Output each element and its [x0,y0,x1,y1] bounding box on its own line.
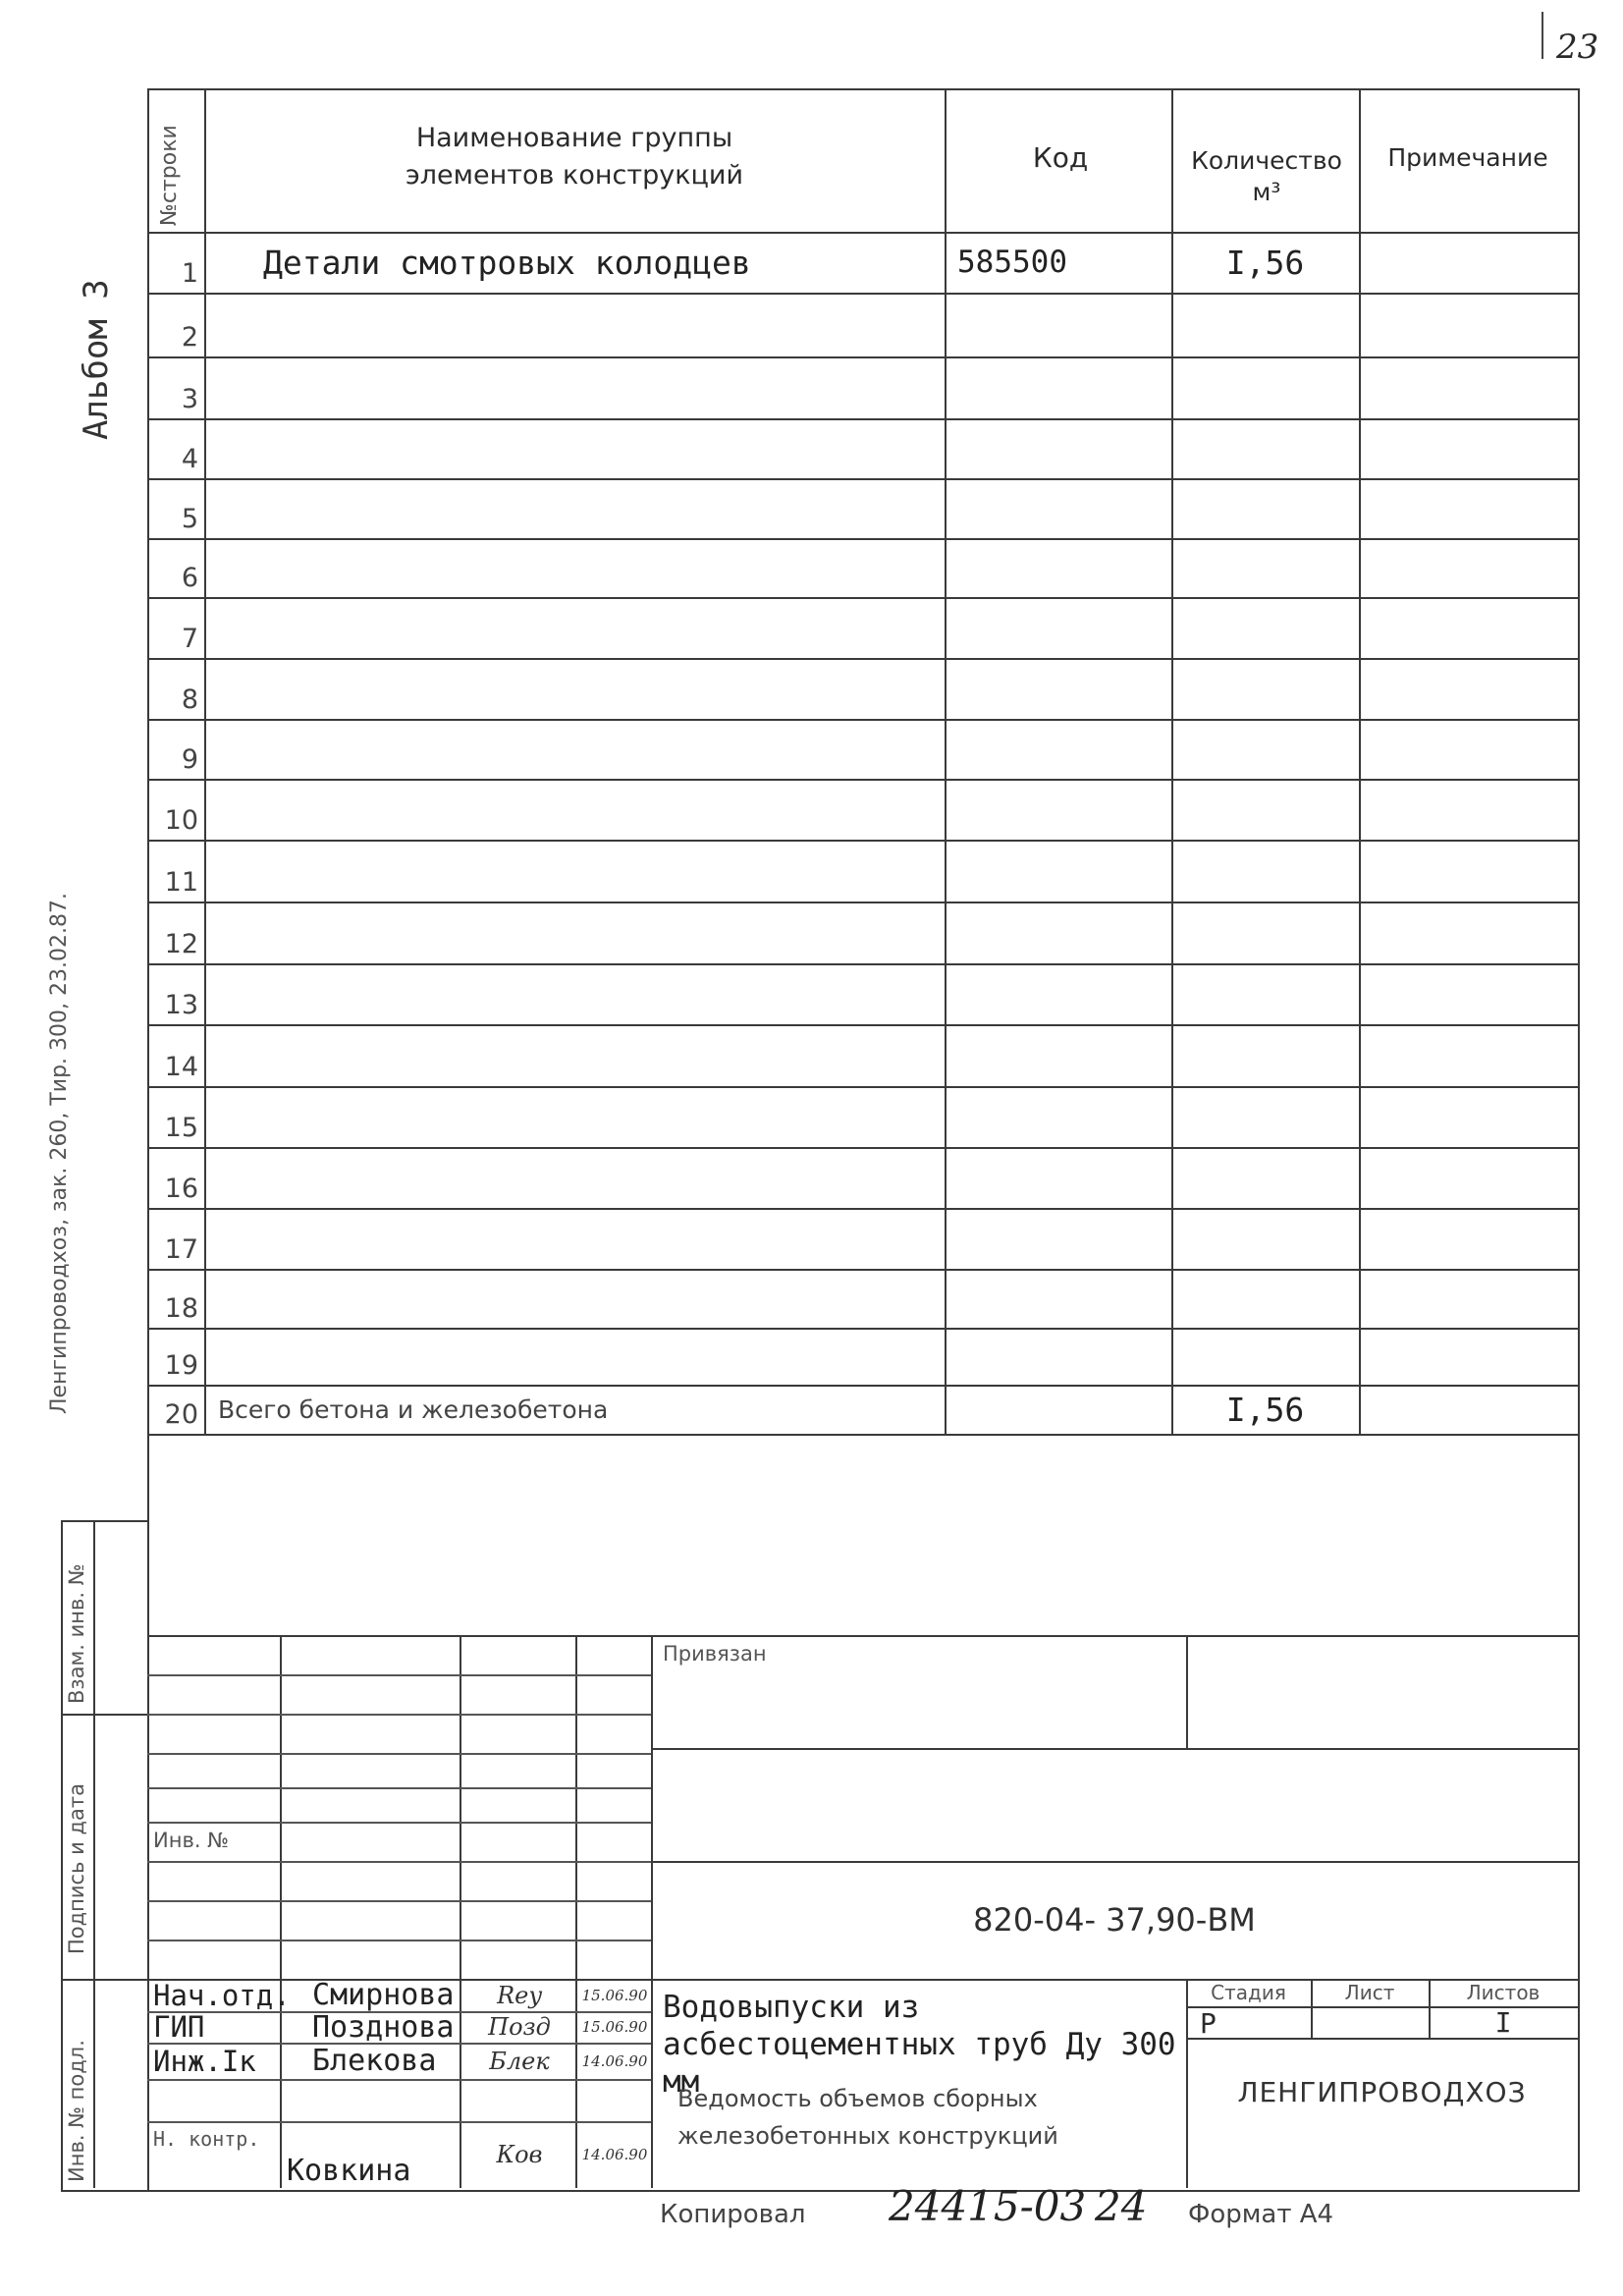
person-role: Н. контр. [153,2127,260,2151]
col-line-rowno [204,88,206,1434]
header-name: Наименование группы элементов конструкций [405,123,743,191]
row-quantity [1171,538,1359,597]
stamp-row-line-5 [147,1822,651,1824]
stamp-row-line-4 [147,1787,651,1789]
row-quantity: I,56 [1225,243,1305,282]
row-number: 3 [181,384,198,414]
row-number: 13 [164,990,198,1020]
row-number: 20 [164,1399,198,1430]
header-row-no: №строки [157,125,182,226]
row-number: 8 [181,684,198,715]
header-note: Примечание [1387,142,1548,172]
row-quantity: I,56 [1225,1390,1305,1429]
side-print-stamp: Ленгипроводхоз, зак. 260, Тир. 300, 23.02.87. [47,893,72,1414]
title-sub: Ведомость объемов сборных железобетонных конструкций [677,2085,1058,2150]
stage-label: Стадия [1211,1981,1286,2004]
row-line [147,1086,1578,1088]
row-quantity [1171,719,1359,779]
row-quantity [1171,1086,1359,1147]
row-number: 10 [164,805,198,836]
row-quantity [1171,478,1359,538]
sheets-value: I [1494,2006,1512,2039]
row-line [147,902,1578,903]
doc-code: 820-04- 37,90-ВМ [973,1901,1256,1939]
person-date [578,2079,651,2121]
inv-no-label: Инв. № [153,1829,230,1852]
row-number: 4 [181,444,198,474]
person-name: Позднова [312,2009,455,2045]
total-row-name: Всего бетона и железобетона [218,1394,609,1424]
row-quantity [1171,293,1359,356]
col-line-name [945,88,947,1434]
row-number: 19 [164,1350,198,1381]
album-label: Альбом 3 [77,279,116,440]
row-line [147,293,1578,295]
person-date: 14.06.90 [581,2146,648,2163]
person-name: Ковкина [287,2154,411,2188]
col-line-qty [1359,88,1361,1434]
person-signature [466,2079,572,2121]
row-line [147,356,1578,358]
footer-format: Формат А4 [1188,2200,1334,2229]
footer-order: 24415-03 [889,2182,1087,2230]
header-quantity: Количество м³ [1191,146,1342,206]
row-quantity [1171,1208,1359,1269]
row-number: 1 [181,258,198,289]
row-number: 6 [181,563,198,593]
row-quantity [1171,356,1359,418]
title-main: Водовыпуски из асбестоцементных труб Ду 300 мм [663,1990,1176,2100]
person-name: Блекова [312,2044,437,2078]
row-number: 5 [181,504,198,534]
row-number: 16 [164,1174,198,1204]
stamp-row-line-7 [147,1900,651,1902]
row-code: 585500 [957,245,1067,280]
row-quantity [1171,1328,1359,1385]
row-line [147,840,1578,842]
row-line [147,1147,1578,1149]
row-number: 18 [164,1293,198,1324]
person-signature: Блек [489,2047,550,2075]
header-code: Код [1032,140,1089,174]
row-line [147,418,1578,420]
row-line [147,658,1578,660]
row-line [147,478,1578,480]
stage-value-line [1186,2038,1578,2040]
label-inv-podl: Инв. № подл. [65,2040,88,2182]
stamp-col-2 [460,1635,461,2188]
row-number: 12 [164,929,198,959]
stamp-col-3 [575,1635,577,2188]
row-number: 17 [164,1234,198,1265]
label-podp-data: Подпись и дата [65,1783,88,1954]
row-quantity [1171,1147,1359,1208]
row-quantity [1171,418,1359,478]
sheet-label: Лист [1344,1981,1395,2004]
people-line-3 [147,2079,651,2081]
left-margin-line-2 [61,1979,147,1981]
row-number: 11 [164,867,198,898]
stamp-row-line-2 [147,1714,651,1716]
stamp-top-line [147,1635,1578,1637]
row-number: 2 [181,322,198,353]
row-line [147,597,1578,599]
row-number: 15 [164,1113,198,1143]
person-signature: Ков [496,2141,543,2168]
row-quantity [1171,1024,1359,1086]
row-quantity [1171,840,1359,902]
stamp-privyazan-bottom [651,1748,1578,1750]
person-role: Нач.отд. [153,1978,291,2012]
person-signature: Позд [488,2013,551,2041]
person-date: 14.06.90 [581,2051,648,2070]
person-signature: Rey [497,1981,542,2009]
left-margin-divider [93,1520,95,2188]
organization: ЛЕНГИПРОВОДХОЗ [1237,2075,1527,2108]
row-line [147,779,1578,781]
row-quantity [1171,902,1359,963]
stamp-row-line-8 [147,1940,651,1941]
sheet-value [1311,2007,1429,2038]
row-line [147,719,1578,721]
row-quantity [1171,1269,1359,1328]
row-quantity [1171,779,1359,840]
person-date: 15.06.90 [581,1986,648,2004]
row-quantity [1171,658,1359,719]
row-line [147,1208,1578,1210]
sheets-label: Листов [1466,1981,1541,2004]
row-name: Детали смотровых колодцев [263,243,751,282]
row-line [147,963,1578,965]
row-line [147,1024,1578,1026]
row-line [147,538,1578,540]
stamp-row-line-1 [147,1674,651,1676]
sheet-number-frame [1542,12,1543,59]
row-quantity [1171,597,1359,658]
stamp-col-1 [280,1635,282,2188]
privyazan-label: Привязан [663,1642,767,1666]
person-name: Смирнова [312,1978,455,2012]
footer-copied: Копировал [660,2200,806,2229]
stage-value: Р [1200,2007,1217,2040]
label-vzam-inv: Взам. инв. № [65,1563,88,1704]
stamp-row-line-6 [147,1861,651,1863]
left-margin-line-1 [61,1714,147,1716]
person-date: 15.06.90 [581,2018,648,2036]
sheet-number: 23 [1556,27,1599,67]
stamp-privyazan-divider [1186,1635,1188,1748]
footer-page: 24 [1095,2182,1148,2230]
person-role: ГИП [153,2010,205,2044]
row-quantity [1171,963,1359,1024]
row-line [147,1269,1578,1271]
row-number: 7 [181,624,198,654]
stamp-row-line-3 [147,1753,651,1755]
person-role: Инж.Iк [153,2044,256,2078]
row-line [147,1328,1578,1330]
row-number: 9 [181,744,198,775]
row-number: 14 [164,1052,198,1082]
